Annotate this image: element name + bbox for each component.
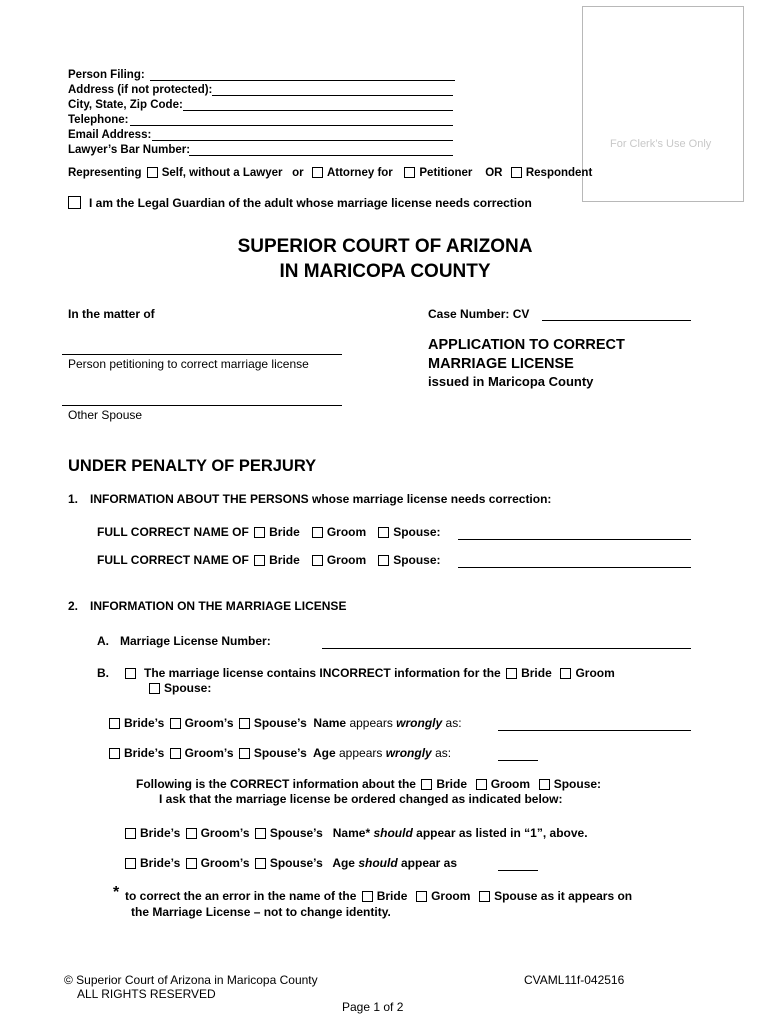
petitioner-label: Petitioner xyxy=(419,167,473,179)
grooms-label: Groom’s xyxy=(184,746,234,760)
part-b-label: B. xyxy=(97,666,109,680)
court-title-line1: SUPERIOR COURT OF ARIZONA xyxy=(237,236,533,257)
telephone-label: Telephone: xyxy=(68,114,129,126)
grooms-checkbox[interactable] xyxy=(170,718,181,729)
footnote-line2: the Marriage License – not to change identity. xyxy=(131,905,391,919)
spouses-label: Spouse’s xyxy=(253,716,307,730)
appear-as-label: appear as xyxy=(401,856,458,870)
bride-label: Bride xyxy=(376,889,408,903)
spouse-checkbox[interactable] xyxy=(378,527,389,538)
spouse-label: Spouse: xyxy=(393,525,441,539)
bride-checkbox[interactable] xyxy=(254,555,265,566)
age-label: Age xyxy=(332,856,355,870)
grooms-label: Groom’s xyxy=(184,716,234,730)
incorrect-info-label: The marriage license contains INCORRECT information for the xyxy=(144,666,501,680)
incorrect-info-checkbox[interactable] xyxy=(125,668,136,679)
groom-label: Groom xyxy=(326,553,367,567)
spouse-label: Spouse: xyxy=(164,681,212,695)
groom-checkbox[interactable] xyxy=(476,779,487,790)
guardian-row xyxy=(68,196,532,210)
brides-checkbox[interactable] xyxy=(125,828,136,839)
doc-title-line1: APPLICATION TO CORRECT xyxy=(428,337,625,353)
attorney-checkbox[interactable] xyxy=(312,167,323,178)
spouses-label: Spouse’s xyxy=(253,746,307,760)
self-label: Self, without a Lawyer xyxy=(161,167,283,179)
representing-label: Representing xyxy=(68,167,142,179)
bride-checkbox[interactable] xyxy=(506,668,517,679)
section1-number: 1. xyxy=(68,492,79,506)
doc-title-line3: issued in Maricopa County xyxy=(428,374,594,389)
bride-label: Bride xyxy=(521,666,552,680)
case-number-field[interactable] xyxy=(542,320,691,321)
incorrect-info-row xyxy=(125,666,615,680)
footer-page-number: Page 1 of 2 xyxy=(342,1000,404,1014)
brides-checkbox[interactable] xyxy=(109,748,120,759)
spouses-checkbox[interactable] xyxy=(239,718,250,729)
bride-checkbox[interactable] xyxy=(254,527,265,538)
footer-rights: ALL RIGHTS RESERVED xyxy=(77,987,216,1001)
section2-number: 2. xyxy=(68,599,79,613)
footer-form-code: CVAML11f-042516 xyxy=(524,973,625,987)
bride-checkbox[interactable] xyxy=(421,779,432,790)
or-label: or xyxy=(292,167,304,179)
spouse-checkbox[interactable] xyxy=(479,891,490,902)
groom-checkbox[interactable] xyxy=(560,668,571,679)
age-wrong-row xyxy=(109,746,451,760)
ask-change-text: I ask that the marriage license be ordered changed as indicated below: xyxy=(159,792,563,806)
email-field[interactable] xyxy=(152,140,453,141)
self-checkbox[interactable] xyxy=(147,167,158,178)
footer-copyright: © Superior Court of Arizona in Maricopa County xyxy=(64,973,318,987)
other-spouse-field[interactable] xyxy=(62,405,342,406)
correct-info-label: Following is the CORRECT information about the xyxy=(136,777,416,791)
age-should-row xyxy=(125,856,457,870)
grooms-checkbox[interactable] xyxy=(186,828,197,839)
respondent-checkbox[interactable] xyxy=(511,167,522,178)
bar-number-field[interactable] xyxy=(189,155,453,156)
as-label: as: xyxy=(435,746,452,760)
spouse-checkbox[interactable] xyxy=(378,555,389,566)
wrongly-label: wrongly xyxy=(385,746,432,760)
full-name-row-2 xyxy=(97,553,441,567)
correct-info-row xyxy=(136,777,601,791)
incorrect-spouse-row xyxy=(149,681,211,695)
groom-checkbox[interactable] xyxy=(312,527,323,538)
groom-label: Groom xyxy=(431,889,471,903)
spouse-label: Spouse: xyxy=(553,777,602,791)
bride-label: Bride xyxy=(269,553,300,567)
address-label: Address (if not protected): xyxy=(68,84,213,96)
full-name-label: FULL CORRECT NAME OF xyxy=(97,553,249,567)
in-matter-of-label: In the matter of xyxy=(68,307,155,321)
license-number-field[interactable] xyxy=(322,648,691,649)
guardian-label: I am the Legal Guardian of the adult whose marriage license needs correction xyxy=(89,196,532,210)
email-label: Email Address: xyxy=(68,129,152,141)
license-number-label: Marriage License Number: xyxy=(120,634,271,648)
spouses-checkbox[interactable] xyxy=(255,858,266,869)
wrongly-label: wrongly xyxy=(396,716,443,730)
groom-checkbox[interactable] xyxy=(312,555,323,566)
city-label: City, State, Zip Code: xyxy=(68,99,183,111)
bride-label: Bride xyxy=(269,525,300,539)
full-name-label: FULL CORRECT NAME OF xyxy=(97,525,249,539)
groom-label: Groom xyxy=(575,666,615,680)
age-label: Age xyxy=(312,746,336,760)
footnote-text: to correct the an error in the name of the xyxy=(125,889,357,903)
full-name-field-1[interactable] xyxy=(458,539,691,540)
appear-listed-label: appear as listed in “1”, above. xyxy=(416,826,588,840)
section2-heading: INFORMATION ON THE MARRIAGE LICENSE xyxy=(90,599,347,613)
attorney-label: Attorney for xyxy=(326,167,393,179)
petitioner-caption: Person petitioning to correct marriage license xyxy=(68,357,309,371)
doc-title-line2: MARRIAGE LICENSE xyxy=(428,356,574,372)
brides-label: Bride’s xyxy=(140,856,181,870)
spouses-checkbox[interactable] xyxy=(239,748,250,759)
perjury-heading: UNDER PENALTY OF PERJURY xyxy=(68,457,317,475)
spouse-checkbox[interactable] xyxy=(149,683,160,694)
name-wrong-row xyxy=(109,716,462,730)
spouses-label: Spouse’s xyxy=(269,856,323,870)
address-field[interactable] xyxy=(212,95,453,96)
grooms-checkbox[interactable] xyxy=(170,748,181,759)
should-label: should xyxy=(358,856,398,870)
clerk-use-box xyxy=(582,6,744,202)
name-wrong-field[interactable] xyxy=(498,730,691,731)
grooms-label: Groom’s xyxy=(200,856,250,870)
spouse-checkbox[interactable] xyxy=(539,779,550,790)
groom-label: Groom xyxy=(326,525,367,539)
spouses-checkbox[interactable] xyxy=(255,828,266,839)
should-label: should xyxy=(373,826,413,840)
bar-number-label: Lawyer’s Bar Number: xyxy=(68,144,191,156)
brides-checkbox[interactable] xyxy=(109,718,120,729)
grooms-label: Groom’s xyxy=(200,826,250,840)
brides-label: Bride’s xyxy=(124,716,165,730)
name-star-label: Name* xyxy=(332,826,371,840)
age-wrong-field[interactable] xyxy=(498,760,538,761)
appears-label: appears xyxy=(339,746,383,760)
spouses-label: Spouse’s xyxy=(269,826,323,840)
groom-checkbox[interactable] xyxy=(416,891,427,902)
court-title-line2: IN MARICOPA COUNTY xyxy=(279,261,491,282)
full-name-row-1 xyxy=(97,525,441,539)
person-filing-field[interactable] xyxy=(150,80,455,81)
full-name-field-2[interactable] xyxy=(458,567,691,568)
as-label: as: xyxy=(445,716,462,730)
or-upper-label: OR xyxy=(485,167,503,179)
person-filing-label: Person Filing: xyxy=(68,69,145,81)
city-field[interactable] xyxy=(183,110,453,111)
footnote-row xyxy=(125,889,632,903)
representing-row xyxy=(68,167,592,179)
petitioner-checkbox[interactable] xyxy=(404,167,415,178)
age-should-field[interactable] xyxy=(498,870,538,871)
respondent-label: Respondent xyxy=(525,167,593,179)
petitioner-name-field[interactable] xyxy=(62,354,342,355)
other-spouse-caption: Other Spouse xyxy=(68,408,143,422)
license-number-label-a: A. xyxy=(97,634,109,648)
spouse-label: Spouse: xyxy=(393,553,441,567)
brides-checkbox[interactable] xyxy=(125,858,136,869)
case-number-label: Case Number: CV xyxy=(428,307,530,321)
bride-checkbox[interactable] xyxy=(362,891,373,902)
name-label: Name xyxy=(313,716,347,730)
appears-label: appears xyxy=(349,716,393,730)
name-should-row xyxy=(125,826,588,840)
brides-label: Bride’s xyxy=(124,746,165,760)
clerk-use-label: For Clerk’s Use Only xyxy=(610,138,712,150)
telephone-field[interactable] xyxy=(130,125,453,126)
bride-label: Bride xyxy=(436,777,468,791)
brides-label: Bride’s xyxy=(140,826,181,840)
section1-heading: INFORMATION ABOUT THE PERSONS whose marriage license needs correction: xyxy=(90,492,552,506)
groom-label: Groom xyxy=(490,777,531,791)
guardian-checkbox[interactable] xyxy=(68,196,81,209)
grooms-checkbox[interactable] xyxy=(186,858,197,869)
footnote-star: * xyxy=(113,884,120,901)
footnote-spouse-label: Spouse as it appears on xyxy=(494,889,633,903)
